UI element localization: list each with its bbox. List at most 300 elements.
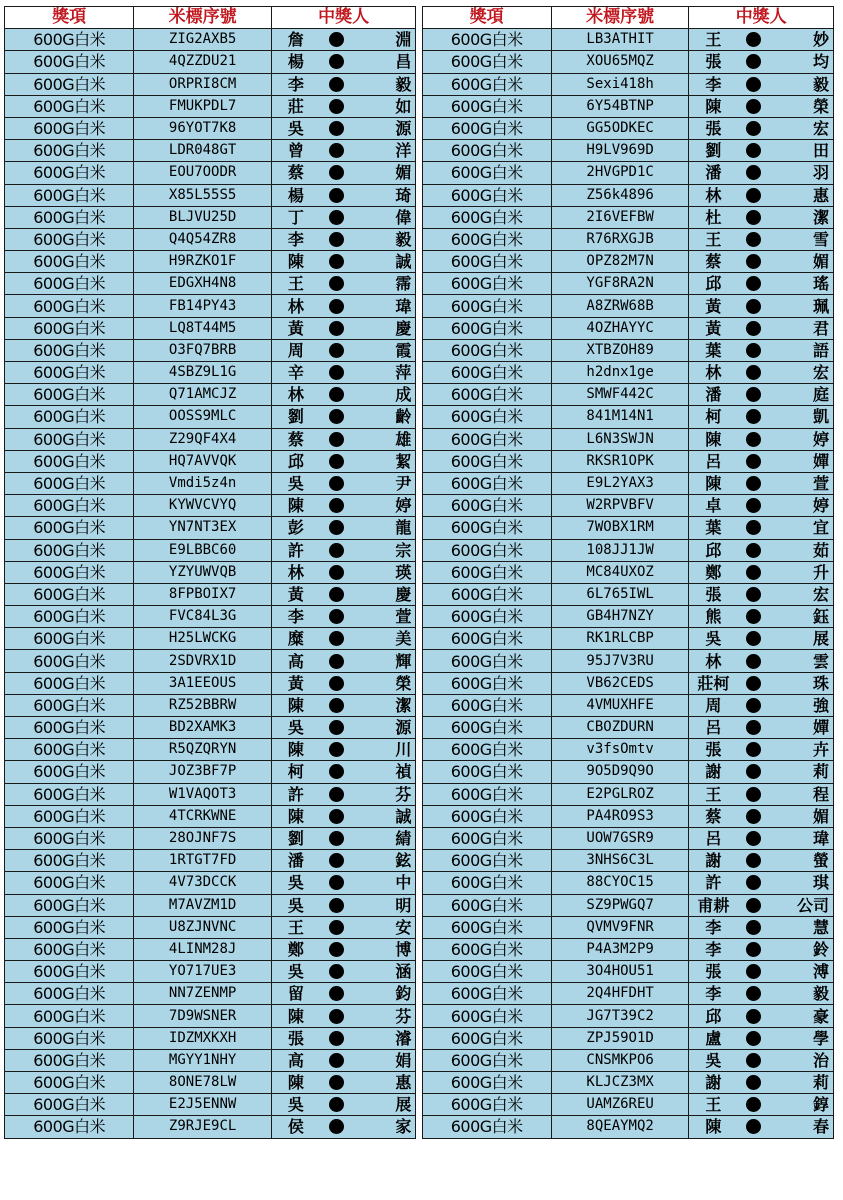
prize-cell: 600G白米 (5, 1027, 134, 1049)
prize-cell: 600G白米 (5, 827, 134, 849)
mask-dot-cell (320, 827, 352, 849)
winner-given-name: 鈞 (352, 983, 416, 1005)
winner-given-name: 萍 (352, 362, 416, 384)
mask-dot-cell (737, 983, 769, 1005)
winner-surname: 吳 (271, 117, 320, 139)
table-row (5, 827, 834, 849)
mask-dot-icon (329, 454, 344, 469)
mask-dot-icon (746, 476, 761, 491)
rice-code-cell: BLJVU25D (134, 206, 271, 228)
table-row (5, 1094, 834, 1116)
header-row (5, 7, 834, 29)
winner-surname: 呂 (689, 450, 738, 472)
rice-code-cell: 6Y54BTNP (551, 95, 688, 117)
mask-dot-icon (329, 1119, 344, 1134)
winner-given-name: 川 (352, 739, 416, 761)
rice-code-cell: YO717UE3 (134, 961, 271, 983)
winner-surname: 許 (271, 783, 320, 805)
table-row (5, 295, 834, 317)
rice-code-cell: 4QZZDU21 (134, 51, 271, 73)
rice-code-cell: 3NHS6C3L (551, 850, 688, 872)
winner-surname: 潘 (271, 850, 320, 872)
mask-dot-icon (329, 476, 344, 491)
prize-cell: 600G白米 (5, 273, 134, 295)
mask-dot-cell (320, 51, 352, 73)
winner-given-name: 安 (352, 916, 416, 938)
winner-surname: 李 (271, 228, 320, 250)
prize-cell: 600G白米 (422, 317, 551, 339)
prize-cell: 600G白米 (422, 650, 551, 672)
winner-given-name: 中 (352, 872, 416, 894)
winner-given-name: 宏 (770, 117, 834, 139)
prize-cell: 600G白米 (422, 961, 551, 983)
mask-dot-cell (737, 1072, 769, 1094)
winner-given-name: 宏 (770, 362, 834, 384)
mask-dot-cell (737, 717, 769, 739)
winner-surname: 蔡 (271, 162, 320, 184)
winner-surname: 杜 (689, 206, 738, 228)
rice-code-cell: LQ8T44M5 (134, 317, 271, 339)
mask-dot-icon (746, 343, 761, 358)
winner-given-name: 錞 (770, 1094, 834, 1116)
mask-dot-cell (320, 1005, 352, 1027)
winner-given-name: 濬 (352, 1027, 416, 1049)
rice-code-cell: 4LINM28J (134, 938, 271, 960)
mask-dot-cell (320, 117, 352, 139)
winner-given-name: 鉉 (352, 850, 416, 872)
mask-dot-icon (746, 942, 761, 957)
prize-cell: 600G白米 (5, 717, 134, 739)
prize-cell: 600G白米 (422, 827, 551, 849)
mask-dot-cell (320, 251, 352, 273)
winner-surname: 謝 (689, 850, 738, 872)
mask-dot-icon (746, 587, 761, 602)
rice-code-cell: LDR048GT (134, 140, 271, 162)
winner-surname: 黃 (689, 317, 738, 339)
winner-given-name: 潔 (352, 694, 416, 716)
rice-code-cell: H9LV969D (551, 140, 688, 162)
winner-surname: 王 (689, 1094, 738, 1116)
mask-dot-icon (329, 543, 344, 558)
winner-surname: 吳 (271, 894, 320, 916)
mask-dot-cell (737, 850, 769, 872)
rice-code-cell: KYWVCVYQ (134, 495, 271, 517)
header-prize: 獎項 (422, 7, 551, 29)
prize-cell: 600G白米 (422, 894, 551, 916)
mask-dot-cell (320, 406, 352, 428)
winner-given-name: 春 (770, 1116, 834, 1138)
mask-dot-icon (746, 32, 761, 47)
header-code: 米標序號 (134, 7, 271, 29)
prize-cell: 600G白米 (5, 162, 134, 184)
prize-cell: 600G白米 (422, 539, 551, 561)
rice-code-cell: HQ7AVVQK (134, 450, 271, 472)
winner-given-name: 博 (352, 938, 416, 960)
header-prize: 獎項 (5, 7, 134, 29)
winner-surname: 潘 (689, 162, 738, 184)
mask-dot-icon (329, 520, 344, 535)
mask-dot-icon (746, 986, 761, 1001)
rice-code-cell: E9LBBC60 (134, 539, 271, 561)
winner-surname: 許 (271, 539, 320, 561)
rice-code-cell: JG7T39C2 (551, 1005, 688, 1027)
winner-given-name: 媚 (770, 251, 834, 273)
rice-code-cell: 4VMUXHFE (551, 694, 688, 716)
header-winner: 中獎人 (689, 7, 834, 29)
winner-surname: 劉 (271, 827, 320, 849)
prize-cell: 600G白米 (5, 983, 134, 1005)
prize-cell: 600G白米 (5, 694, 134, 716)
prize-cell: 600G白米 (5, 95, 134, 117)
rice-code-cell: 8QEAYMQ2 (551, 1116, 688, 1138)
prize-cell: 600G白米 (5, 29, 134, 51)
mask-dot-cell (737, 916, 769, 938)
mask-dot-icon (746, 853, 761, 868)
mask-dot-icon (329, 609, 344, 624)
mask-dot-icon (746, 964, 761, 979)
prize-cell: 600G白米 (5, 228, 134, 250)
winner-surname: 呂 (689, 717, 738, 739)
rice-code-cell: ZPJ59O1D (551, 1027, 688, 1049)
winner-given-name: 鈴 (770, 938, 834, 960)
rice-code-cell: JOZ3BF7P (134, 761, 271, 783)
rice-code-cell: 3O4HOU51 (551, 961, 688, 983)
mask-dot-cell (320, 938, 352, 960)
winner-surname: 謝 (689, 1072, 738, 1094)
mask-dot-cell (320, 450, 352, 472)
table-row (5, 184, 834, 206)
mask-dot-icon (329, 676, 344, 691)
mask-dot-icon (329, 809, 344, 824)
rice-code-cell: O3FQ7BRB (134, 339, 271, 361)
table-row (5, 406, 834, 428)
rice-code-cell: 96YOT7K8 (134, 117, 271, 139)
winner-given-name: 瑤 (770, 273, 834, 295)
winner-surname: 王 (689, 783, 738, 805)
mask-dot-icon (746, 54, 761, 69)
rice-code-cell: P4A3M2P9 (551, 938, 688, 960)
prize-cell: 600G白米 (5, 1072, 134, 1094)
mask-dot-cell (737, 117, 769, 139)
table-row (5, 739, 834, 761)
table-row (5, 539, 834, 561)
rice-code-cell: 2I6VEFBW (551, 206, 688, 228)
table-row (5, 916, 834, 938)
winner-given-name: 雲 (770, 650, 834, 672)
table-row (5, 983, 834, 1005)
winner-surname: 葉 (689, 339, 738, 361)
table-row (5, 938, 834, 960)
winner-given-name: 萱 (352, 606, 416, 628)
mask-dot-cell (737, 628, 769, 650)
winner-surname: 吳 (271, 961, 320, 983)
winner-given-name: 涵 (352, 961, 416, 983)
mask-dot-cell (320, 850, 352, 872)
winner-surname: 鄭 (271, 938, 320, 960)
prize-cell: 600G白米 (5, 916, 134, 938)
winner-surname: 黃 (689, 295, 738, 317)
rice-code-cell: BD2XAMK3 (134, 717, 271, 739)
mask-dot-icon (329, 920, 344, 935)
rice-code-cell: 9O5D9Q9O (551, 761, 688, 783)
winner-surname: 林 (271, 295, 320, 317)
winner-surname: 陳 (271, 805, 320, 827)
rice-code-cell: R5QZQRYN (134, 739, 271, 761)
mask-dot-icon (329, 1009, 344, 1024)
winner-given-name: 雄 (352, 428, 416, 450)
prize-cell: 600G白米 (5, 140, 134, 162)
prize-cell: 600G白米 (422, 406, 551, 428)
winner-surname: 吳 (271, 872, 320, 894)
mask-dot-icon (329, 1031, 344, 1046)
mask-dot-icon (329, 99, 344, 114)
mask-dot-icon (329, 964, 344, 979)
prize-cell: 600G白米 (5, 850, 134, 872)
winner-surname: 詹 (271, 29, 320, 51)
mask-dot-icon (746, 276, 761, 291)
prize-cell: 600G白米 (5, 428, 134, 450)
rice-code-cell: L6N3SWJN (551, 428, 688, 450)
mask-dot-icon (746, 454, 761, 469)
mask-dot-cell (737, 140, 769, 162)
table-row (5, 894, 834, 916)
prize-cell: 600G白米 (5, 184, 134, 206)
mask-dot-icon (329, 210, 344, 225)
mask-dot-icon (746, 809, 761, 824)
winner-surname: 張 (689, 117, 738, 139)
rice-code-cell: FB14PY43 (134, 295, 271, 317)
prize-cell: 600G白米 (5, 51, 134, 73)
mask-dot-cell (320, 872, 352, 894)
rice-code-cell: R76RXGJB (551, 228, 688, 250)
mask-dot-icon (329, 831, 344, 846)
mask-dot-icon (329, 54, 344, 69)
winner-given-name: 珮 (770, 295, 834, 317)
rice-code-cell: 4TCRKWNE (134, 805, 271, 827)
prize-cell: 600G白米 (422, 1027, 551, 1049)
winner-surname: 陳 (271, 495, 320, 517)
prize-cell: 600G白米 (5, 761, 134, 783)
winner-given-name: 學 (770, 1027, 834, 1049)
mask-dot-icon (746, 121, 761, 136)
mask-dot-cell (320, 1094, 352, 1116)
rice-code-cell: Q4Q54ZR8 (134, 228, 271, 250)
winner-given-name: 誠 (352, 805, 416, 827)
prize-cell: 600G白米 (422, 362, 551, 384)
winner-surname: 張 (689, 961, 738, 983)
rice-code-cell: Z29QF4X4 (134, 428, 271, 450)
rice-code-cell: 108JJ1JW (551, 539, 688, 561)
winner-given-name: 媚 (352, 162, 416, 184)
rice-code-cell: XTBZOH89 (551, 339, 688, 361)
mask-dot-icon (746, 299, 761, 314)
winner-surname: 蔡 (689, 805, 738, 827)
winner-surname: 林 (271, 384, 320, 406)
table-row (5, 206, 834, 228)
prize-cell: 600G白米 (5, 295, 134, 317)
mask-dot-cell (320, 961, 352, 983)
prize-cell: 600G白米 (422, 739, 551, 761)
winner-surname: 陳 (271, 1072, 320, 1094)
mask-dot-icon (329, 498, 344, 513)
rice-code-cell: 88CYOC15 (551, 872, 688, 894)
mask-dot-icon (746, 1009, 761, 1024)
prize-cell: 600G白米 (422, 95, 551, 117)
winner-given-name: 尹 (352, 472, 416, 494)
mask-dot-icon (746, 321, 761, 336)
prize-cell: 600G白米 (5, 339, 134, 361)
rice-code-cell: M7AVZM1D (134, 894, 271, 916)
winner-surname: 邱 (689, 1005, 738, 1027)
prize-cell: 600G白米 (422, 1005, 551, 1027)
winner-surname: 李 (271, 606, 320, 628)
rice-code-cell: SZ9PWGQ7 (551, 894, 688, 916)
prize-cell: 600G白米 (422, 938, 551, 960)
rice-code-cell: 7WOBX1RM (551, 517, 688, 539)
prize-cell: 600G白米 (422, 73, 551, 95)
winner-surname: 陳 (689, 472, 738, 494)
prize-cell: 600G白米 (5, 561, 134, 583)
mask-dot-icon (329, 764, 344, 779)
prize-cell: 600G白米 (5, 472, 134, 494)
rice-code-cell: RZ52BBRW (134, 694, 271, 716)
table-row (5, 73, 834, 95)
winner-surname: 柯 (271, 761, 320, 783)
rice-code-cell: CBOZDURN (551, 717, 688, 739)
table-row (5, 561, 834, 583)
mask-dot-cell (320, 1116, 352, 1138)
prize-cell: 600G白米 (5, 450, 134, 472)
rice-code-cell: W2RPVBFV (551, 495, 688, 517)
winner-given-name: 如 (352, 95, 416, 117)
rice-code-cell: MGYY1NHY (134, 1049, 271, 1071)
winner-surname: 黃 (271, 583, 320, 605)
mask-dot-cell (320, 583, 352, 605)
table-row (5, 717, 834, 739)
mask-dot-cell (320, 717, 352, 739)
prize-cell: 600G白米 (422, 450, 551, 472)
mask-dot-cell (737, 761, 769, 783)
winner-surname: 陳 (271, 251, 320, 273)
rice-code-cell: Z9RJE9CL (134, 1116, 271, 1138)
mask-dot-cell (737, 384, 769, 406)
mask-dot-cell (737, 672, 769, 694)
table-row (5, 472, 834, 494)
prize-cell: 600G白米 (5, 384, 134, 406)
prize-cell: 600G白米 (422, 273, 551, 295)
winner-surname: 劉 (689, 140, 738, 162)
winner-surname: 林 (689, 650, 738, 672)
mask-dot-icon (746, 232, 761, 247)
mask-dot-icon (746, 1031, 761, 1046)
mask-dot-cell (320, 95, 352, 117)
table-row (5, 273, 834, 295)
table-row (5, 783, 834, 805)
mask-dot-cell (737, 29, 769, 51)
winner-given-name: 偉 (352, 206, 416, 228)
winner-surname: 李 (689, 73, 738, 95)
prize-cell: 600G白米 (422, 339, 551, 361)
table-row (5, 384, 834, 406)
mask-dot-cell (320, 517, 352, 539)
mask-dot-icon (746, 631, 761, 646)
mask-dot-cell (737, 428, 769, 450)
winner-surname: 呂 (689, 827, 738, 849)
table-row (5, 95, 834, 117)
mask-dot-cell (737, 273, 769, 295)
rice-code-cell: FVC84L3G (134, 606, 271, 628)
table-row (5, 650, 834, 672)
mask-dot-icon (329, 121, 344, 136)
mask-dot-icon (746, 1097, 761, 1112)
prize-cell: 600G白米 (422, 606, 551, 628)
winner-given-name: 誠 (352, 251, 416, 273)
winner-surname: 林 (689, 362, 738, 384)
prize-cell: 600G白米 (422, 428, 551, 450)
prize-cell: 600G白米 (422, 51, 551, 73)
mask-dot-cell (320, 805, 352, 827)
mask-dot-icon (746, 165, 761, 180)
rice-code-cell: 4V73DCCK (134, 872, 271, 894)
table-row (5, 251, 834, 273)
rice-code-cell: IDZMXKXH (134, 1027, 271, 1049)
prize-cell: 600G白米 (5, 1094, 134, 1116)
rice-code-cell: 2Q4HFDHT (551, 983, 688, 1005)
mask-dot-cell (320, 184, 352, 206)
mask-dot-icon (329, 942, 344, 957)
mask-dot-icon (746, 409, 761, 424)
mask-dot-icon (329, 742, 344, 757)
winner-given-name: 源 (352, 717, 416, 739)
rice-code-cell: QVMV9FNR (551, 916, 688, 938)
prize-cell: 600G白米 (422, 1049, 551, 1071)
rice-code-cell: H25LWCKG (134, 628, 271, 650)
winner-given-name: 家 (352, 1116, 416, 1138)
winner-given-name: 螢 (770, 850, 834, 872)
winner-given-name: 婷 (770, 428, 834, 450)
mask-dot-icon (746, 898, 761, 913)
mask-dot-icon (329, 432, 344, 447)
mask-dot-cell (320, 1049, 352, 1071)
mask-dot-icon (329, 365, 344, 380)
mask-dot-cell (320, 140, 352, 162)
mask-dot-icon (746, 432, 761, 447)
winner-surname: 侯 (271, 1116, 320, 1138)
prize-cell: 600G白米 (422, 251, 551, 273)
winner-surname: 潘 (689, 384, 738, 406)
mask-dot-icon (746, 764, 761, 779)
winner-given-name: 琪 (770, 872, 834, 894)
prize-cell: 600G白米 (422, 228, 551, 250)
mask-dot-icon (329, 387, 344, 402)
winner-surname: 高 (271, 1049, 320, 1071)
winner-given-name: 莉 (770, 761, 834, 783)
mask-dot-cell (737, 450, 769, 472)
prize-cell: 600G白米 (422, 628, 551, 650)
prize-cell: 600G白米 (5, 317, 134, 339)
winner-given-name: 婷 (770, 495, 834, 517)
prize-cell: 600G白米 (422, 140, 551, 162)
rice-code-cell: 7D9WSNER (134, 1005, 271, 1027)
table-row (5, 450, 834, 472)
mask-dot-cell (737, 805, 769, 827)
rice-code-cell: YZYUWVQB (134, 561, 271, 583)
prize-cell: 600G白米 (422, 672, 551, 694)
mask-dot-icon (746, 698, 761, 713)
winner-given-name: 瑋 (352, 295, 416, 317)
rice-code-cell: Q71AMCJZ (134, 384, 271, 406)
prize-cell: 600G白米 (422, 783, 551, 805)
